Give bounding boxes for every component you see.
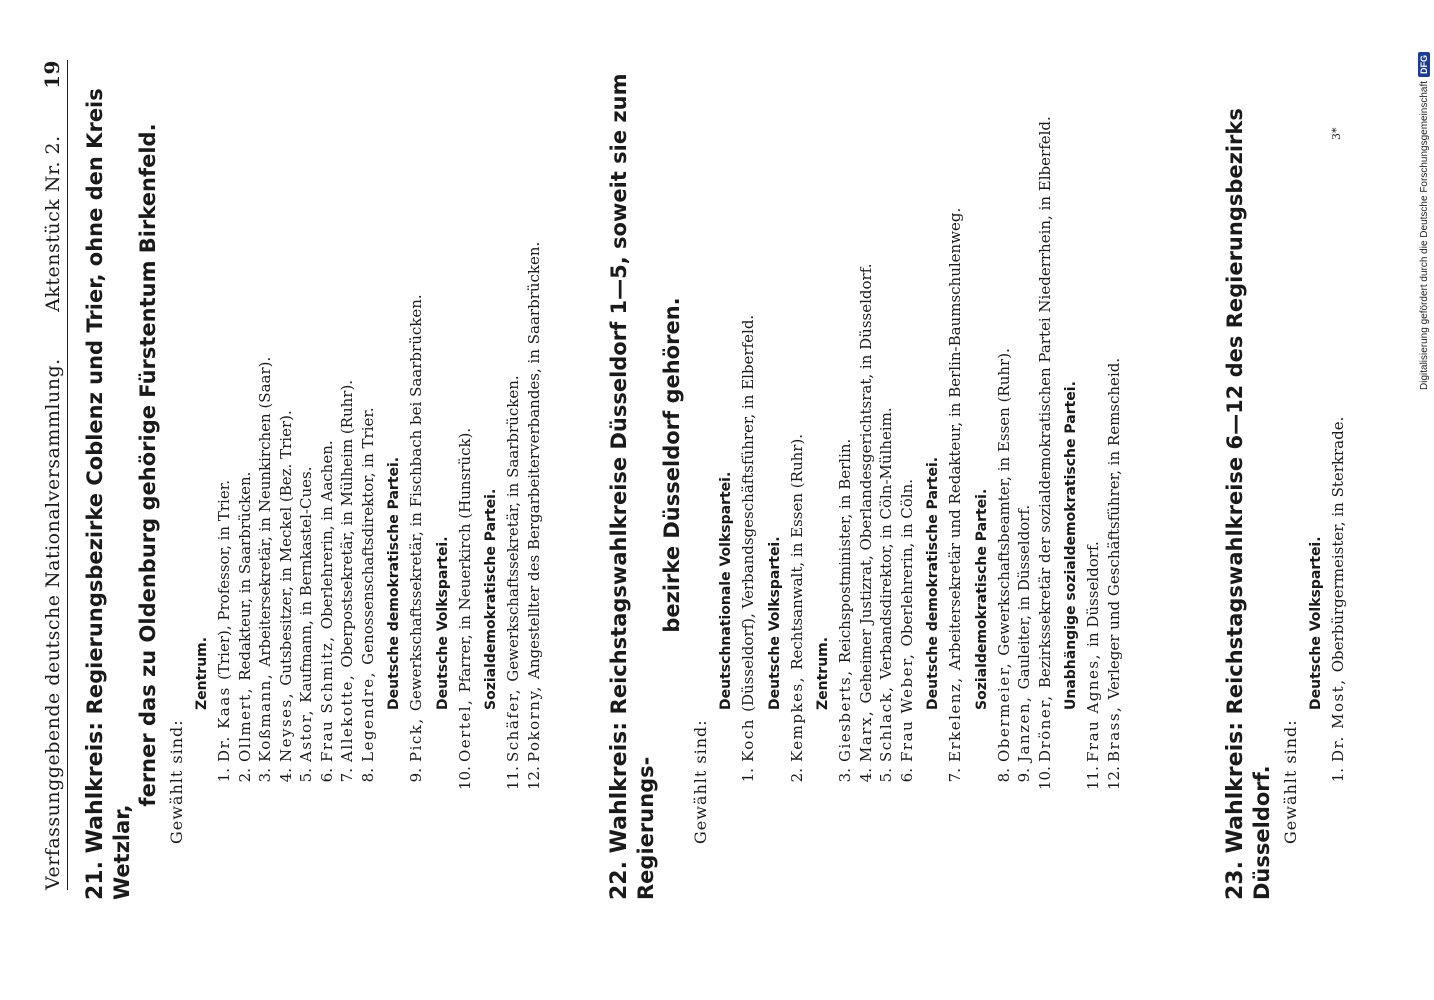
dfg-sidebar: [1414, 10, 1434, 390]
member-entry: [1083, 30, 1104, 790]
entry-number: 7.: [946, 768, 964, 783]
member-entry: [524, 30, 545, 790]
dfg-logo: DFG: [1418, 52, 1430, 77]
gewaehlt-label: Gewählt sind:: [167, 719, 186, 844]
member-details: Reichspostminister, in Berlin.: [836, 438, 854, 664]
member-details: Arbeitersekretär und Redakteur, in Berlin-Baumschulenweg.: [946, 207, 964, 671]
member-entry: [787, 30, 808, 790]
member-entry: [1328, 30, 1349, 790]
member-details: Verleger und Geschäftsführer, in Remscheid.: [1104, 357, 1123, 700]
member-name: Allekotte,: [338, 667, 356, 762]
member-details: (Trier), Professor, in Trier.: [215, 480, 233, 680]
entry-number: 5.: [297, 768, 315, 783]
entry-number: 3.: [256, 768, 274, 783]
member-entry: [503, 30, 524, 790]
member-details: Genossenschaftsdirektor, in Trier.: [358, 407, 377, 665]
member-details: in Düsseldorf.: [1084, 541, 1102, 647]
entry-number: 6.: [317, 768, 336, 783]
member-name: Oertel,: [455, 692, 474, 762]
party-heading: Deutsche demokratische Partei.: [386, 456, 402, 710]
member-name: Dr. Kaas: [215, 679, 233, 762]
party-heading: Deutsche Volkspartei.: [1308, 536, 1324, 710]
member-name: Neyses,: [276, 685, 295, 762]
section-lead: 23. Wahlkreis:: [1223, 714, 1248, 900]
entry-number: 4.: [856, 768, 875, 783]
signature-mark: 3*: [1330, 127, 1343, 140]
entry-number: 12.: [524, 766, 543, 790]
member-name: Schäfer,: [504, 681, 522, 762]
member-name: Frau Agnes,: [1084, 646, 1102, 762]
member-details: Gutsbesitzer, in Meckel (Bez. Trier).: [276, 410, 295, 686]
member-name: Dröner,: [1035, 688, 1054, 762]
entry-number: 11.: [504, 766, 522, 790]
member-details: (Düsseldorf), Verbandsgeschäftsführer, in Elberfeld.: [739, 314, 757, 712]
entry-number: 3.: [836, 768, 854, 783]
member-name: Brass,: [1104, 699, 1123, 762]
member-entry: [276, 30, 297, 790]
page-number: 19: [40, 60, 64, 89]
member-name: Dr. Most,: [1329, 672, 1347, 762]
member-entry: [358, 30, 379, 790]
member-name: Schlack,: [877, 679, 895, 762]
party-heading: Deutsche Volkspartei.: [766, 536, 783, 710]
entry-number: 1.: [215, 768, 233, 783]
entry-number: 7.: [338, 768, 356, 783]
section-heading: [606, 30, 659, 900]
entry-number: 4.: [276, 768, 295, 783]
member-name: Pick,: [407, 711, 425, 762]
section-heading: [82, 30, 135, 900]
member-entry: [897, 30, 918, 790]
running-head-right: Aktenstück Nr. 2.: [42, 135, 64, 312]
member-entry: [1104, 30, 1125, 790]
party-heading: Zentrum.: [815, 636, 831, 710]
member-details: Redakteur, in Saarbrücken.: [235, 471, 254, 681]
section-heading-line1: Regierungsbezirke Coblenz und Trier, ohne den Kreis Wetzlar,: [83, 88, 134, 900]
member-entry: [296, 30, 317, 790]
member-entry: [317, 30, 338, 790]
member-details: Verbandsdirektor, in Cöln-Mülheim.: [877, 407, 895, 680]
member-entry: [945, 30, 966, 790]
member-details: Geheimer Justizrat, Oberlandesgerichtsrat, in Düsseldorf.: [856, 263, 875, 704]
member-name: Koch: [739, 711, 757, 762]
member-entry: [994, 30, 1015, 790]
member-entry: [214, 30, 235, 790]
member-entry: [235, 30, 256, 790]
gewaehlt-label: Gewählt sind:: [1281, 719, 1300, 844]
member-details: Bezirkssekretär der sozialdemokratischen Partei Niederrhein, in Elberfeld.: [1035, 116, 1054, 689]
entry-number: 8.: [358, 768, 377, 783]
member-name: Koßmann,: [256, 666, 274, 762]
section-lead: 21. Wahlkreis:: [83, 714, 108, 900]
member-name: Frau Schmitz,: [317, 629, 336, 762]
member-entry: [406, 30, 427, 790]
entry-number: 9.: [407, 768, 425, 783]
member-entry: [255, 30, 276, 790]
member-entry: [876, 30, 897, 790]
member-entry: [1014, 30, 1035, 790]
party-heading: Sozialdemokratische Partei.: [483, 488, 499, 710]
member-name: Obermeier,: [994, 655, 1013, 762]
entry-number: 1.: [1329, 768, 1347, 783]
party-heading: Zentrum.: [194, 636, 210, 710]
member-entry: [738, 30, 759, 790]
member-entry: [337, 30, 358, 790]
entry-number: 11.: [1084, 766, 1102, 790]
section-heading-line1: Reichstagswahlkreise 6—12 des Regierungsbezirks Düsseldorf.: [1223, 108, 1274, 900]
member-details: Rechtsanwalt, in Essen (Ruhr).: [787, 433, 806, 670]
member-name: Legendre,: [358, 664, 377, 762]
member-name: Frau Weber,: [897, 646, 916, 762]
section-heading-line1: Reichstagswahlkreise Düsseldorf 1—5, soweit sie zum Regierungs-: [607, 73, 658, 900]
party-heading: Sozialdemokratische Partei.: [973, 488, 990, 710]
member-entry: [1035, 30, 1056, 790]
party-heading: Deutsche Volkspartei.: [434, 536, 451, 710]
entry-number: 9.: [1015, 768, 1033, 783]
member-name: Erkelenz,: [946, 670, 964, 762]
section-heading-line2: ferner das zu Oldenburg gehörige Fürstentum Birkenfeld.: [136, 123, 160, 807]
member-details: Oberbürgermeister, in Sterkrade.: [1329, 416, 1347, 673]
running-head-left: Verfassunggebende deutsche Nationalversammlung.: [42, 358, 64, 890]
entry-number: 2.: [787, 768, 806, 783]
wahlkreis-section: [82, 30, 544, 900]
member-details: Oberlehrerin, in Aachen.: [317, 440, 336, 630]
gewaehlt-label: Gewählt sind:: [691, 719, 710, 844]
entry-number: 2.: [235, 768, 254, 783]
entry-number: 1.: [739, 768, 757, 783]
entry-number: 6.: [897, 768, 916, 783]
member-name: Giesberts,: [836, 663, 854, 762]
member-name: Ollmert,: [235, 680, 254, 762]
member-details: Gauleiter, in Düsseldorf.: [1015, 504, 1033, 690]
member-name: Kempkes,: [787, 669, 806, 762]
member-details: Gewerkschaftssekretär, in Saarbrücken.: [504, 375, 522, 682]
member-details: Oberlehrerin, in Cöln.: [897, 478, 916, 647]
member-details: Angestellter des Bergarbeiterverbandes, in Saarbrücken.: [524, 241, 543, 679]
section-heading-line2: bezirke Düsseldorf gehören.: [660, 297, 684, 633]
member-details: Pfarrer, in Neuerkirch (Hunsrück).: [455, 427, 474, 693]
dfg-note: Digitalisierung gefördert durch die Deutsche Forschungsgemeinschaft: [1418, 80, 1430, 390]
entry-number: 10.: [1035, 766, 1054, 790]
party-heading: Unabhängige sozialdemokratische Partei.: [1063, 381, 1079, 710]
member-details: Gewerkschaftssekretär, in Fischbach bei Saarbrücken.: [407, 294, 425, 712]
member-details: Gewerkschaftsbeamter, in Essen (Ruhr).: [994, 348, 1013, 656]
member-name: Marx,: [856, 703, 875, 762]
section-heading: [1222, 30, 1275, 900]
party-heading: Deutschnationale Volkspartei.: [718, 471, 734, 710]
member-entry: [455, 30, 476, 790]
member-entry: [835, 30, 856, 790]
wahlkreis-section: [1222, 30, 1349, 900]
member-name: Astor,: [297, 702, 315, 762]
member-details: Kaufmann, in Bernkastel-Cues.: [297, 466, 315, 703]
entry-number: 12.: [1104, 766, 1123, 790]
member-name: Janzen,: [1015, 689, 1033, 762]
entry-number: 10.: [455, 766, 474, 790]
wahlkreis-section: [606, 30, 1124, 900]
member-details: Arbeitersekretär, in Neunkirchen (Saar).: [256, 356, 274, 667]
member-details: Oberpostsekretär, in Mülheim (Ruhr).: [338, 379, 356, 668]
section-lead: 22. Wahlkreis:: [607, 714, 632, 900]
member-entry: [856, 30, 877, 790]
entry-number: 8.: [994, 768, 1013, 783]
party-heading: Deutsche demokratische Partei.: [925, 456, 941, 710]
entry-number: 5.: [877, 768, 895, 783]
running-head: [40, 60, 68, 890]
member-name: Pokorny,: [524, 679, 543, 762]
